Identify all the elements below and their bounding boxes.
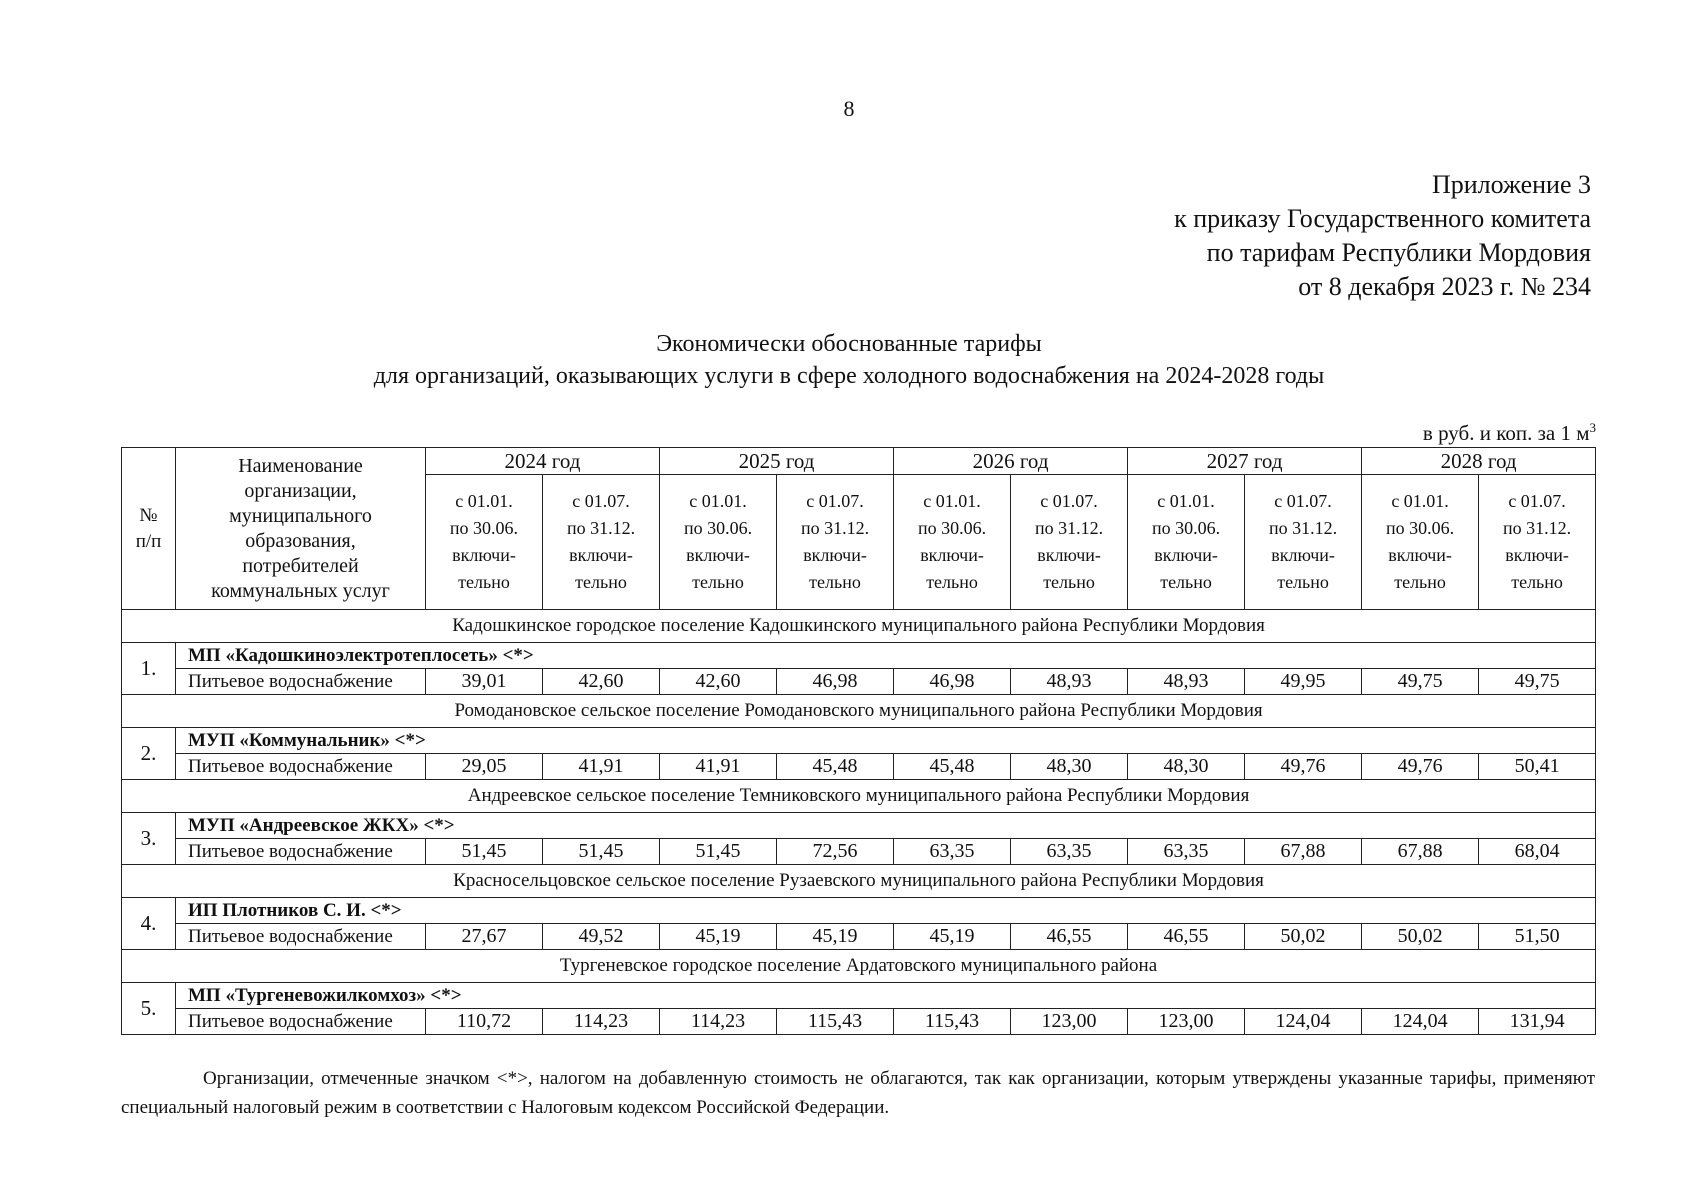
tariff-value: 50,41 bbox=[1479, 754, 1596, 780]
document-title bbox=[0, 328, 1698, 392]
tariff-value: 42,60 bbox=[660, 669, 777, 695]
header-number bbox=[122, 448, 176, 610]
tariff-value: 48,93 bbox=[1128, 669, 1245, 695]
tariff-value: 67,88 bbox=[1362, 839, 1479, 865]
tariff-value: 29,05 bbox=[426, 754, 543, 780]
tariff-value: 46,55 bbox=[1011, 924, 1128, 950]
header-period-line: с 01.07. bbox=[572, 491, 630, 511]
header-year: 2026 год bbox=[894, 448, 1128, 475]
units-superscript: 3 bbox=[1589, 420, 1596, 435]
header-year: 2028 год bbox=[1362, 448, 1596, 475]
header-name-line: коммунальных услуг bbox=[211, 579, 390, 602]
org-row bbox=[122, 643, 1596, 669]
section-row bbox=[122, 780, 1596, 813]
row-number: 2. bbox=[122, 728, 176, 780]
header-period bbox=[894, 475, 1011, 610]
table-row bbox=[122, 1009, 1596, 1035]
header-period bbox=[777, 475, 894, 610]
title-line: для организаций, оказывающих услуги в сфере холодного водоснабжения на 2024-2028 годы bbox=[373, 363, 1325, 389]
service-name: Питьевое водоснабжение bbox=[176, 669, 426, 695]
organization-name: МП «Кадошкиноэлектротеплосеть» <*> bbox=[176, 643, 1596, 669]
section-row bbox=[122, 950, 1596, 983]
header-period-line: включи- bbox=[686, 545, 750, 565]
tariff-value: 115,43 bbox=[894, 1009, 1011, 1035]
service-name: Питьевое водоснабжение bbox=[176, 754, 426, 780]
title-line: Экономически обоснованные тарифы bbox=[656, 331, 1042, 357]
tariff-value: 123,00 bbox=[1011, 1009, 1128, 1035]
header-period-line: по 31.12. bbox=[566, 518, 636, 538]
header-name-line: потребителей bbox=[242, 554, 359, 577]
header-period-line: включи- bbox=[920, 545, 984, 565]
header-period-line: тельно bbox=[926, 572, 978, 592]
tariff-value: 27,67 bbox=[426, 924, 543, 950]
header-period-line: по 30.06. bbox=[917, 518, 987, 538]
section-title: Андреевское сельское поселение Темниковского муниципального района Республики Мордовия bbox=[122, 780, 1596, 813]
header-name bbox=[176, 448, 426, 610]
organization-name: ИП Плотников С. И. <*> bbox=[176, 898, 1596, 924]
units-note bbox=[1423, 420, 1596, 446]
header-period-line: с 01.01. bbox=[689, 491, 747, 511]
header-period-line: с 01.07. bbox=[1040, 491, 1098, 511]
row-number: 5. bbox=[122, 983, 176, 1035]
tariff-value: 49,76 bbox=[1362, 754, 1479, 780]
header-period-line: с 01.01. bbox=[923, 491, 981, 511]
header-period bbox=[1479, 475, 1596, 610]
section-row bbox=[122, 695, 1596, 728]
table-row bbox=[122, 924, 1596, 950]
tariff-value: 39,01 bbox=[426, 669, 543, 695]
header-year: 2025 год bbox=[660, 448, 894, 475]
table-row bbox=[122, 754, 1596, 780]
tariff-value: 51,45 bbox=[660, 839, 777, 865]
org-row bbox=[122, 813, 1596, 839]
header-period-line: с 01.01. bbox=[1157, 491, 1215, 511]
header-period-line: тельно bbox=[692, 572, 744, 592]
header-period-line: с 01.01. bbox=[455, 491, 513, 511]
header-period-line: включи- bbox=[569, 545, 633, 565]
tariff-value: 51,45 bbox=[543, 839, 660, 865]
header-period-line: тельно bbox=[1043, 572, 1095, 592]
header-period bbox=[1128, 475, 1245, 610]
header-period bbox=[426, 475, 543, 610]
header-period bbox=[1245, 475, 1362, 610]
header-period-line: тельно bbox=[809, 572, 861, 592]
tariff-value: 45,48 bbox=[777, 754, 894, 780]
tariff-value: 49,52 bbox=[543, 924, 660, 950]
tariff-value: 45,19 bbox=[660, 924, 777, 950]
section-title: Красносельцовское сельское поселение Рузаевского муниципального района Республики Мордовия bbox=[122, 865, 1596, 898]
header-period-line: по 30.06. bbox=[449, 518, 519, 538]
tariff-value: 114,23 bbox=[543, 1009, 660, 1035]
header-period-line: включи- bbox=[1388, 545, 1452, 565]
header-name-line: муниципального bbox=[229, 504, 372, 527]
footnote: Организации, отмеченные значком <*>, налогом на добавленную стоимость не облагаются, так как организации, которым утверждены указанные тарифы, применяют специальный налоговый режим в соответствии с Налоговым кодексом Российской Федерации. bbox=[121, 1068, 1595, 1118]
tariff-value: 50,02 bbox=[1362, 924, 1479, 950]
section-title: Кадошкинское городское поселение Кадошкинского муниципального района Республики Мордовия bbox=[122, 610, 1596, 643]
tariff-value: 48,30 bbox=[1128, 754, 1245, 780]
header-period-line: по 31.12. bbox=[800, 518, 870, 538]
header-period-line: включи- bbox=[1271, 545, 1335, 565]
tariff-value: 41,91 bbox=[543, 754, 660, 780]
section-title: Тургеневское городское поселение Ардатовского муниципального района bbox=[122, 950, 1596, 983]
units-text: в руб. и коп. за 1 м bbox=[1422, 421, 1590, 445]
tariff-value: 49,95 bbox=[1245, 669, 1362, 695]
tariff-value: 51,50 bbox=[1479, 924, 1596, 950]
row-number: 1. bbox=[122, 643, 176, 695]
header-period bbox=[660, 475, 777, 610]
header-period-line: тельно bbox=[1394, 572, 1446, 592]
tariff-value: 124,04 bbox=[1245, 1009, 1362, 1035]
header-period-line: по 31.12. bbox=[1034, 518, 1104, 538]
appendix-header bbox=[1174, 168, 1591, 304]
appendix-line: от 8 декабря 2023 г. № 234 bbox=[1298, 272, 1591, 301]
tariff-value: 72,56 bbox=[777, 839, 894, 865]
header-period-line: по 31.12. bbox=[1503, 518, 1572, 538]
header-period-line: тельно bbox=[575, 572, 627, 592]
section-row bbox=[122, 865, 1596, 898]
header-name-line: образования, bbox=[245, 529, 356, 552]
tariff-value: 48,93 bbox=[1011, 669, 1128, 695]
service-name: Питьевое водоснабжение bbox=[176, 839, 426, 865]
header-period-line: по 30.06. bbox=[683, 518, 753, 538]
header-period-line: с 01.07. bbox=[1274, 491, 1332, 511]
tariff-value: 114,23 bbox=[660, 1009, 777, 1035]
tariff-value: 63,35 bbox=[1011, 839, 1128, 865]
header-period-line: включи- bbox=[803, 545, 867, 565]
tariff-value: 50,02 bbox=[1245, 924, 1362, 950]
tariff-value: 49,75 bbox=[1479, 669, 1596, 695]
tariff-value: 68,04 bbox=[1479, 839, 1596, 865]
header-period-line: тельно bbox=[458, 572, 510, 592]
header-number-line: № bbox=[139, 504, 158, 526]
org-row bbox=[122, 983, 1596, 1009]
tariff-value: 63,35 bbox=[894, 839, 1011, 865]
org-row bbox=[122, 898, 1596, 924]
header-period-line: включи- bbox=[1154, 545, 1218, 565]
tariff-value: 63,35 bbox=[1128, 839, 1245, 865]
header-period-line: по 30.06. bbox=[1385, 518, 1455, 538]
tariff-value: 67,88 bbox=[1245, 839, 1362, 865]
tariff-value: 46,55 bbox=[1128, 924, 1245, 950]
appendix-line: к приказу Государственного комитета bbox=[1174, 204, 1591, 233]
service-name: Питьевое водоснабжение bbox=[176, 1009, 426, 1035]
header-period-line: включи- bbox=[452, 545, 516, 565]
row-number: 4. bbox=[122, 898, 176, 950]
service-name: Питьевое водоснабжение bbox=[176, 924, 426, 950]
tariff-value: 49,76 bbox=[1245, 754, 1362, 780]
tariff-value: 41,91 bbox=[660, 754, 777, 780]
table-row bbox=[122, 839, 1596, 865]
organization-name: МУП «Андреевское ЖКХ» <*> bbox=[176, 813, 1596, 839]
header-period bbox=[1362, 475, 1479, 610]
tariff-value: 46,98 bbox=[894, 669, 1011, 695]
appendix-line: по тарифам Республики Мордовия bbox=[1206, 238, 1591, 267]
header-period-line: включи- bbox=[1505, 545, 1569, 565]
tariff-value: 46,98 bbox=[777, 669, 894, 695]
tariffs-table bbox=[121, 447, 1596, 1035]
header-period-line: по 31.12. bbox=[1268, 518, 1338, 538]
tariff-value: 115,43 bbox=[777, 1009, 894, 1035]
header-period-line: тельно bbox=[1277, 572, 1329, 592]
appendix-line: Приложение 3 bbox=[1431, 170, 1591, 199]
tariff-value: 123,00 bbox=[1128, 1009, 1245, 1035]
header-period-line: тельно bbox=[1511, 572, 1563, 592]
org-row bbox=[122, 728, 1596, 754]
header-period bbox=[543, 475, 660, 610]
header-name-line: Наименование bbox=[238, 454, 363, 477]
header-period-line: с 01.01. bbox=[1391, 491, 1449, 511]
tariff-value: 45,19 bbox=[894, 924, 1011, 950]
header-name-line: организации, bbox=[244, 479, 357, 502]
section-row bbox=[122, 610, 1596, 643]
table-row bbox=[122, 669, 1596, 695]
organization-name: МП «Тургеневожилкомхоз» <*> bbox=[176, 983, 1596, 1009]
header-period-line: включи- bbox=[1037, 545, 1101, 565]
tariff-value: 48,30 bbox=[1011, 754, 1128, 780]
tariff-value: 131,94 bbox=[1479, 1009, 1596, 1035]
tariff-value: 51,45 bbox=[426, 839, 543, 865]
page-number: 8 bbox=[843, 96, 855, 121]
header-period-line: с 01.07. bbox=[1508, 491, 1566, 511]
header-number-line: п/п bbox=[135, 530, 162, 552]
section-title: Ромодановское сельское поселение Ромодановского муниципального района Республики Мордовия bbox=[122, 695, 1596, 728]
header-year: 2024 год bbox=[426, 448, 660, 475]
header-period-line: тельно bbox=[1160, 572, 1212, 592]
tariff-value: 49,75 bbox=[1362, 669, 1479, 695]
header-period-line: по 30.06. bbox=[1151, 518, 1221, 538]
tariff-value: 45,48 bbox=[894, 754, 1011, 780]
tariff-value: 124,04 bbox=[1362, 1009, 1479, 1035]
header-period bbox=[1011, 475, 1128, 610]
tariff-value: 110,72 bbox=[426, 1009, 543, 1035]
header-year: 2027 год bbox=[1128, 448, 1362, 475]
header-period-line: с 01.07. bbox=[806, 491, 864, 511]
tariff-value: 42,60 bbox=[543, 669, 660, 695]
organization-name: МУП «Коммунальник» <*> bbox=[176, 728, 1596, 754]
row-number: 3. bbox=[122, 813, 176, 865]
tariff-value: 45,19 bbox=[777, 924, 894, 950]
